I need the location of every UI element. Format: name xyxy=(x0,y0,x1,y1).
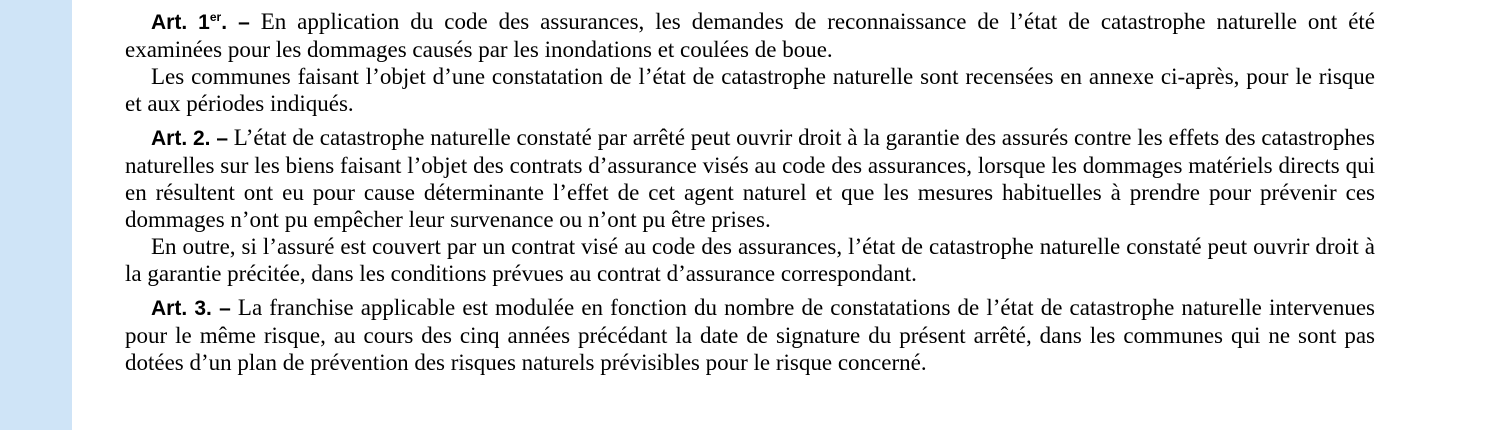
article-2-paragraph-1 xyxy=(125,124,1375,233)
article-3-label: Art. 3. – xyxy=(151,297,231,320)
article-2-paragraph-2: En outre, si l’assuré est couvert par un contrat visé au code des assurances, l’état de catastrophe naturelle constaté peut ouvrir droit à la garantie précitée, dans les conditions prévues au contrat d’assurance correspondant. xyxy=(125,234,1375,286)
article-3-paragraph-1 xyxy=(125,294,1375,376)
article-3-text-1: La franchise applicable est modulée en fonction du nombre de constatations de l’état de catastrophe naturelle intervenues pour le même risque, au cours des cinq années précédant la date de signature du présent arrêté, dans les communes qui ne sont pas dotées d’un plan de prévention des risques naturels prévisibles pour le risque concerné. xyxy=(125,295,1376,375)
article-1-paragraph-1 xyxy=(125,4,1375,63)
article-1-text-1: En application du code des assurances, les demandes de reconnaissance de l’état de catastrophe naturelle ont été examinées pour les dommages causés par les inondations et coulées de boue. xyxy=(125,9,1376,62)
article-2-text-1: L’état de catastrophe naturelle constaté par arrêté peut ouvrir droit à la garantie des assurés contre les effets des catastrophes naturelles sur les biens faisant l’objet des contrats d’assurance visés au code des assurances, lorsque les dommages matériels directs qui en résultent ont eu pour cause déterminante l’effet de cet agent naturel et que les mesures habituelles à prendre pour prévenir ces dommages n’ont pu empêcher leur survenance ou n’ont pu être prises. xyxy=(125,125,1375,232)
article-1-label: Art. 1er. – xyxy=(151,10,250,34)
left-margin-band xyxy=(0,0,72,430)
article-2-label: Art. 2. – xyxy=(151,127,229,150)
document-body xyxy=(125,4,1375,376)
article-1-paragraph-2: Les communes faisant l’objet d’une constatation de l’état de catastrophe naturelle sont recensées en annexe ci-après, pour le risque et aux périodes indiqués. xyxy=(125,64,1375,116)
